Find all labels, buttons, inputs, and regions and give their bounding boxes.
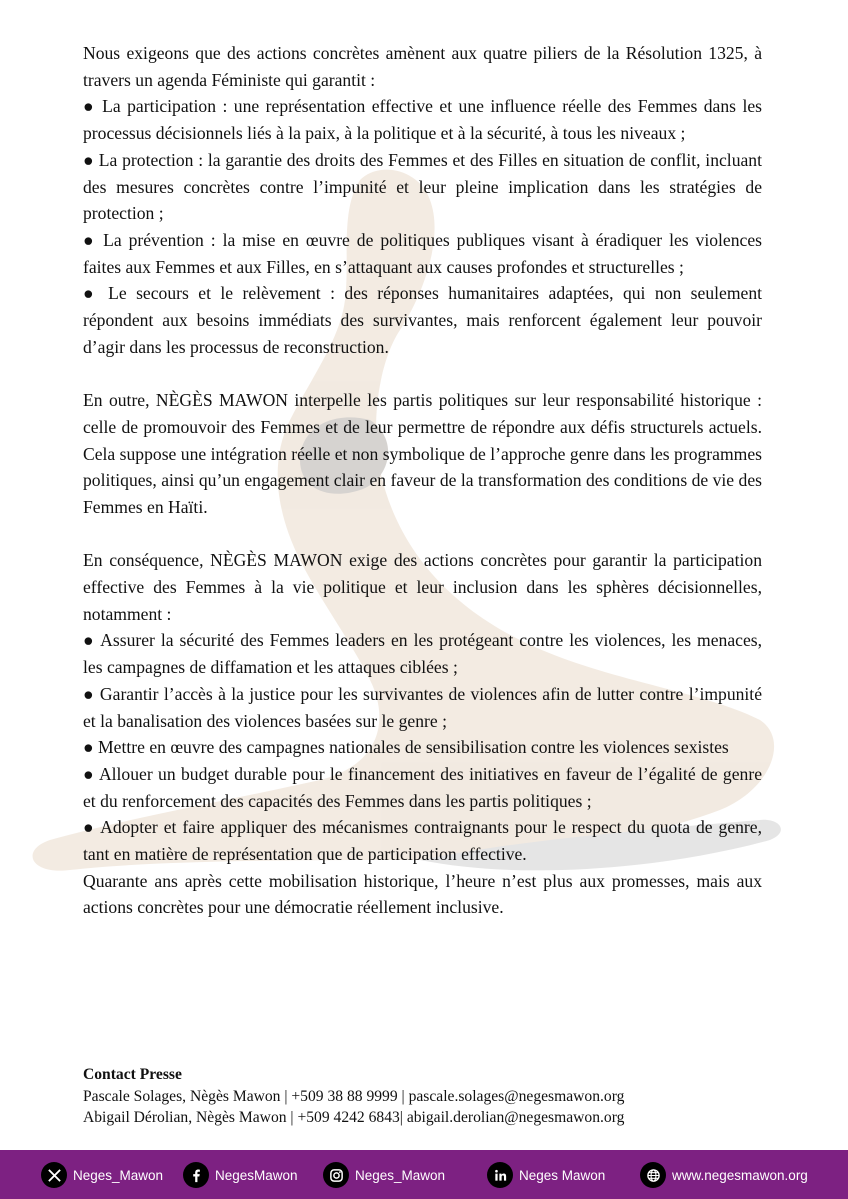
list-item: ● La protection : la garantie des droits des Femmes et des Filles en situation de conflit, incluant des mesures concrètes contre l’impunité et leur pleine implication dans les stratégies de protection ; [83,149,762,224]
facebook-icon [183,1162,209,1188]
website-label: www.negesmawon.org [672,1167,808,1183]
contact-title: Contact Presse [83,1066,182,1083]
facebook-link[interactable] [183,1162,298,1188]
paragraph-gap [83,521,762,548]
x-link[interactable] [41,1162,163,1188]
list-item: ● Allouer un budget durable pour le financement des initiatives en faveur de l’égalité de genre et du renforcement des capacités des Femmes dans les partis politiques ; [83,763,762,811]
list-item: ● Le secours et le relèvement : des réponses humanitaires adaptées, qui non seulement répondent aux besoins immédiats des survivantes, mais renforcent également leur pouvoir d’agir dans les processus de reconstruction. [83,283,762,357]
linkedin-label: Neges Mawon [519,1167,606,1183]
political-parties-paragraph: En outre, NÈGÈS MAWON interpelle les partis politiques sur leur responsabilité historique : celle de promouvoir des Femmes et de leur permettre de répondre aux défis structurels actuels. Cela suppose une intégration réelle et non symbolique de l’approche genre dans les programmes politiques, ainsi qu’un engagement clair en faveur de la transformation des conditions de vie des Femmes en Haïti. [83,390,762,517]
list-item: ● Mettre en œuvre des campagnes nationales de sensibilisation contre les violences sexistes [83,737,729,758]
social-footer [0,1150,848,1199]
contact-line: Abigail Dérolian, Nègès Mawon | +509 4242 6843| abigail.derolian@negesmawon.org [83,1109,625,1126]
press-contact [83,1064,783,1129]
linkedin-link[interactable] [487,1162,605,1188]
list-item: ● Garantir l’accès à la justice pour les survivantes de violences afin de lutter contre l’impunité et la banalisation des violences basées sur le genre ; [83,683,762,731]
website-link[interactable] [640,1162,808,1188]
intro-paragraph: Nous exigeons que des actions concrètes amènent aux quatre piliers de la Résolution 1325, à travers un agenda Féministe qui garantit : [83,43,762,90]
contact-line: Pascale Solages, Nègès Mawon | +509 38 88 9999 | pascale.solages@negesmawon.org [83,1087,625,1105]
closing-paragraph: Quarante ans après cette mobilisation historique, l’heure n’est plus aux promesses, mais aux actions concrètes pour une démocratie réellement inclusive. [83,870,762,918]
x-label: Neges_Mawon [73,1167,164,1183]
list-item: ● La participation : une représentation effective et une influence réelle des Femmes dans les processus décisionnels liés à la paix, à la politique et à la sécurité, à tous les niveaux ; [83,96,762,144]
globe-icon [640,1162,666,1188]
linkedin-icon [487,1162,513,1188]
instagram-label: Neges_Mawon [355,1167,446,1183]
list-item: ● Assurer la sécurité des Femmes leaders en les protégeant contre les violences, les menaces, les campagnes de diffamation et les attaques ciblées ; [83,630,762,678]
facebook-label: NegesMawon [215,1167,298,1183]
instagram-icon [323,1162,349,1188]
press-release-body [83,40,762,921]
list-item: ● La prévention : la mise en œuvre de politiques publiques visant à éradiquer les violences faites aux Femmes et aux Filles, en s’attaquant aux causes profondes et structurelles ; [83,229,762,277]
demands-paragraph: En conséquence, NÈGÈS MAWON exige des actions concrètes pour garantir la participation effective des Femmes à la vie politique et leur inclusion dans les sphères décisionnelles, notamment : [83,550,762,624]
paragraph-gap [83,360,762,387]
list-item: ● Adopter et faire appliquer des mécanismes contraignants pour le respect du quota de genre, tant en matière de représentation que de participation effective. [83,817,762,865]
x-icon [41,1162,67,1188]
instagram-link[interactable] [323,1162,445,1188]
